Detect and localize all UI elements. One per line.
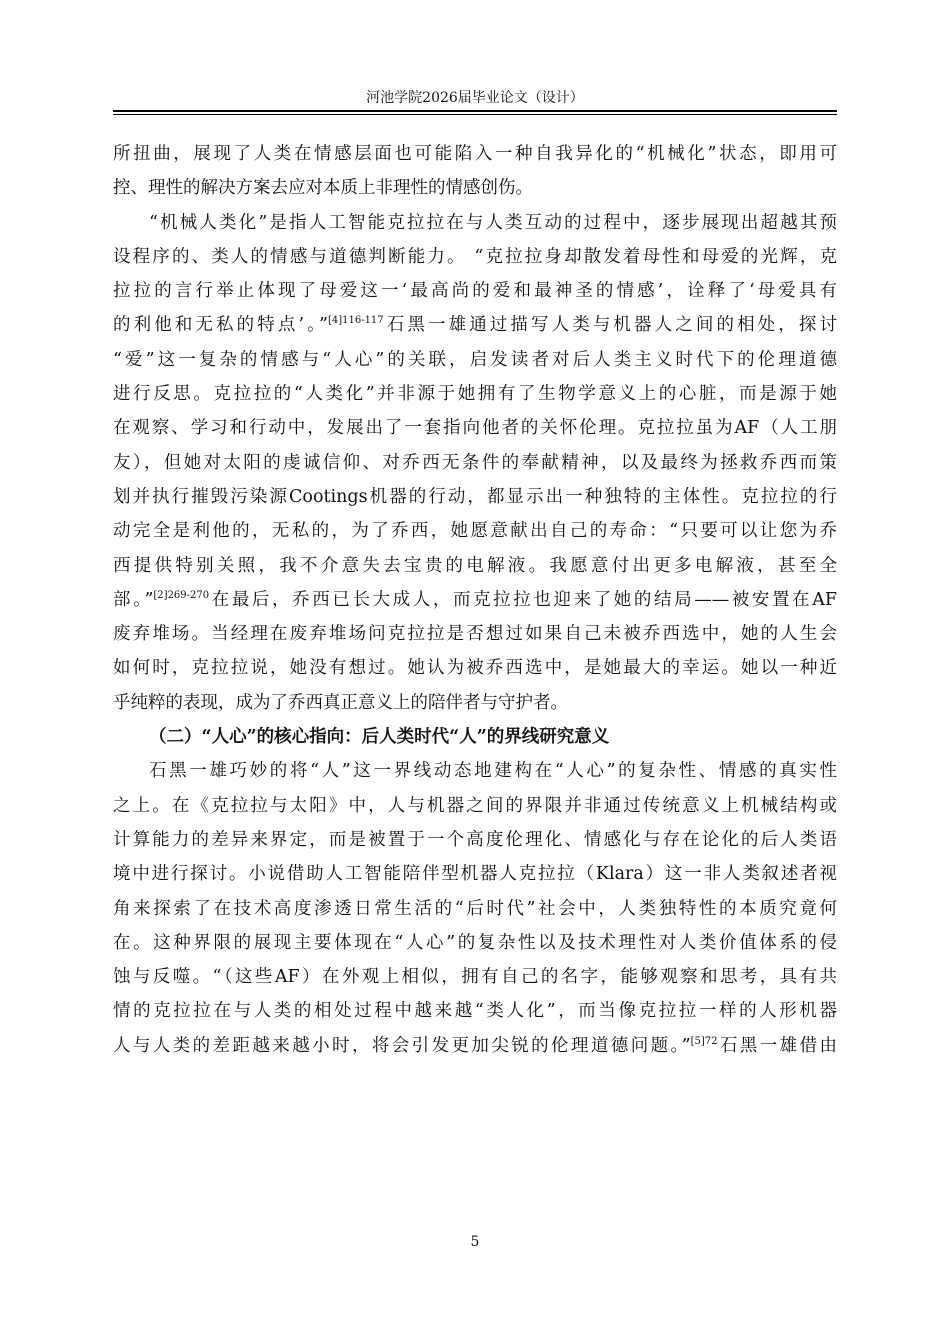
body-line: 在观察、学习和行动中，发展出了一套指向他者的关怀伦理。克拉拉虽为AF（人工朋 [113, 418, 837, 439]
body-line: 划并执行摧毁污染源Cootings机器的行动，都显示出一种独特的主体性。克拉拉的行 [113, 486, 837, 507]
body-line: 之上。在《克拉拉与太阳》中，人与机器之间的界限并非通过传统意义上机械结构或 [113, 795, 837, 816]
citation-marker: [2]269-270 [153, 589, 210, 601]
body-line: 如何时，克拉拉说，她没有想过。她认为被乔西选中，是她最大的幸运。她以一种近 [113, 658, 837, 679]
body-line: 在。这种界限的展现主要体现在“人心”的复杂性以及技术理性对人类价值体系的侵 [113, 932, 837, 953]
body-line: 情的克拉拉在与人类的相处过程中越来越“类人化”，而当像克拉拉一样的人形机器 [113, 1001, 837, 1022]
body-text-segment: 石黑一雄通过描写人类与机器人之间的相处，探讨 [383, 315, 837, 336]
header-rule-thin [113, 114, 837, 115]
body-line: 进行反思。克拉拉的“人类化”并非源于她拥有了生物学意义上的心脏，而是源于她 [113, 384, 837, 405]
body-line: 控、理性的解决方案去应对本质上非理性的情感创伤。 [113, 178, 533, 199]
body-line: 石黑一雄巧妙的将“人”这一界线动态地建构在“人心”的复杂性、情感的真实性 [149, 761, 837, 782]
body-line: 角来探索了在技术高度渗透日常生活的“后时代”社会中，人类独特性的本质究竟何 [113, 898, 837, 919]
citation-marker: [5]72 [690, 1035, 718, 1047]
body-line [113, 583, 837, 617]
citation-marker: [4]116-117 [327, 315, 384, 327]
body-line [113, 1029, 837, 1063]
body-text-segment: 石黑一雄借由 [717, 1035, 838, 1056]
body-line: 废弃堆场。当经理在废弃堆场问克拉拉是否想过如果自己未被乔西选中，她的人生会 [113, 624, 837, 645]
body-text-segment: 在最后，乔西已长大成人，而克拉拉也迎来了她的结局——被安置在AF [209, 589, 837, 610]
body-line: 友），但她对太阳的虔诚信仰、对乔西无条件的奉献精神，以及最终为拯救乔西而策 [113, 452, 837, 473]
body-line: 计算能力的差异来界定，而是被置于一个高度伦理化、情感化与存在论化的后人类语 [113, 829, 837, 850]
body-text [113, 137, 837, 1063]
header-rule-thick [113, 110, 837, 112]
page-number: 5 [470, 1234, 480, 1250]
body-text-segment: 部。” [113, 589, 154, 610]
body-text-segment: 人与人类的差距越来越小时，将会引发更加尖锐的伦理道德问题。” [113, 1035, 691, 1056]
body-line: 所扭曲，展现了人类在情感层面也可能陷入一种自我异化的“机械化”状态，即用可 [113, 144, 837, 164]
body-line [113, 308, 837, 342]
page-header: 河池学院2026届毕业论文（设计） [366, 90, 584, 106]
body-line: 设程序的、类人的情感与道德判断能力。 “克拉拉身却散发着母性和母爱的光辉，克 [113, 246, 837, 267]
section-heading: （二）“人心”的核心指向：后人类时代“人”的界线研究意义 [149, 727, 610, 748]
body-line: “机械人类化”是指人工智能克拉拉在与人类互动的过程中，逐步展现出超越其预 [149, 212, 837, 233]
body-line: 乎纯粹的表现，成为了乔西真正意义上的陪伴者与守护者。 [113, 692, 568, 713]
body-line: 西提供特别关照，我不介意失去宝贵的电解液。我愿意付出更多电解液，甚至全 [113, 555, 837, 576]
body-text-segment: 的利他和无私的特点’。” [113, 315, 328, 336]
body-line: 动完全是利他的，无私的，为了乔西，她愿意献出自己的寿命：“只要可以让您为乔 [113, 521, 837, 542]
body-line: 境中进行探讨。小说借助人工智能陪伴型机器人克拉拉（Klara）这一非人类叙述者视 [113, 864, 837, 885]
body-line: 拉拉的言行举止体现了母爱这一‘最高尚的爱和最神圣的情感’，诠释了‘母爱具有 [113, 281, 837, 302]
body-line: “爱”这一复杂的情感与“人心”的关联，启发读者对后人类主义时代下的伦理道德 [113, 349, 837, 370]
body-line: 蚀与反噬。“（这些AF）在外观上相似，拥有自己的名字，能够观察和思考，具有共 [113, 967, 837, 988]
